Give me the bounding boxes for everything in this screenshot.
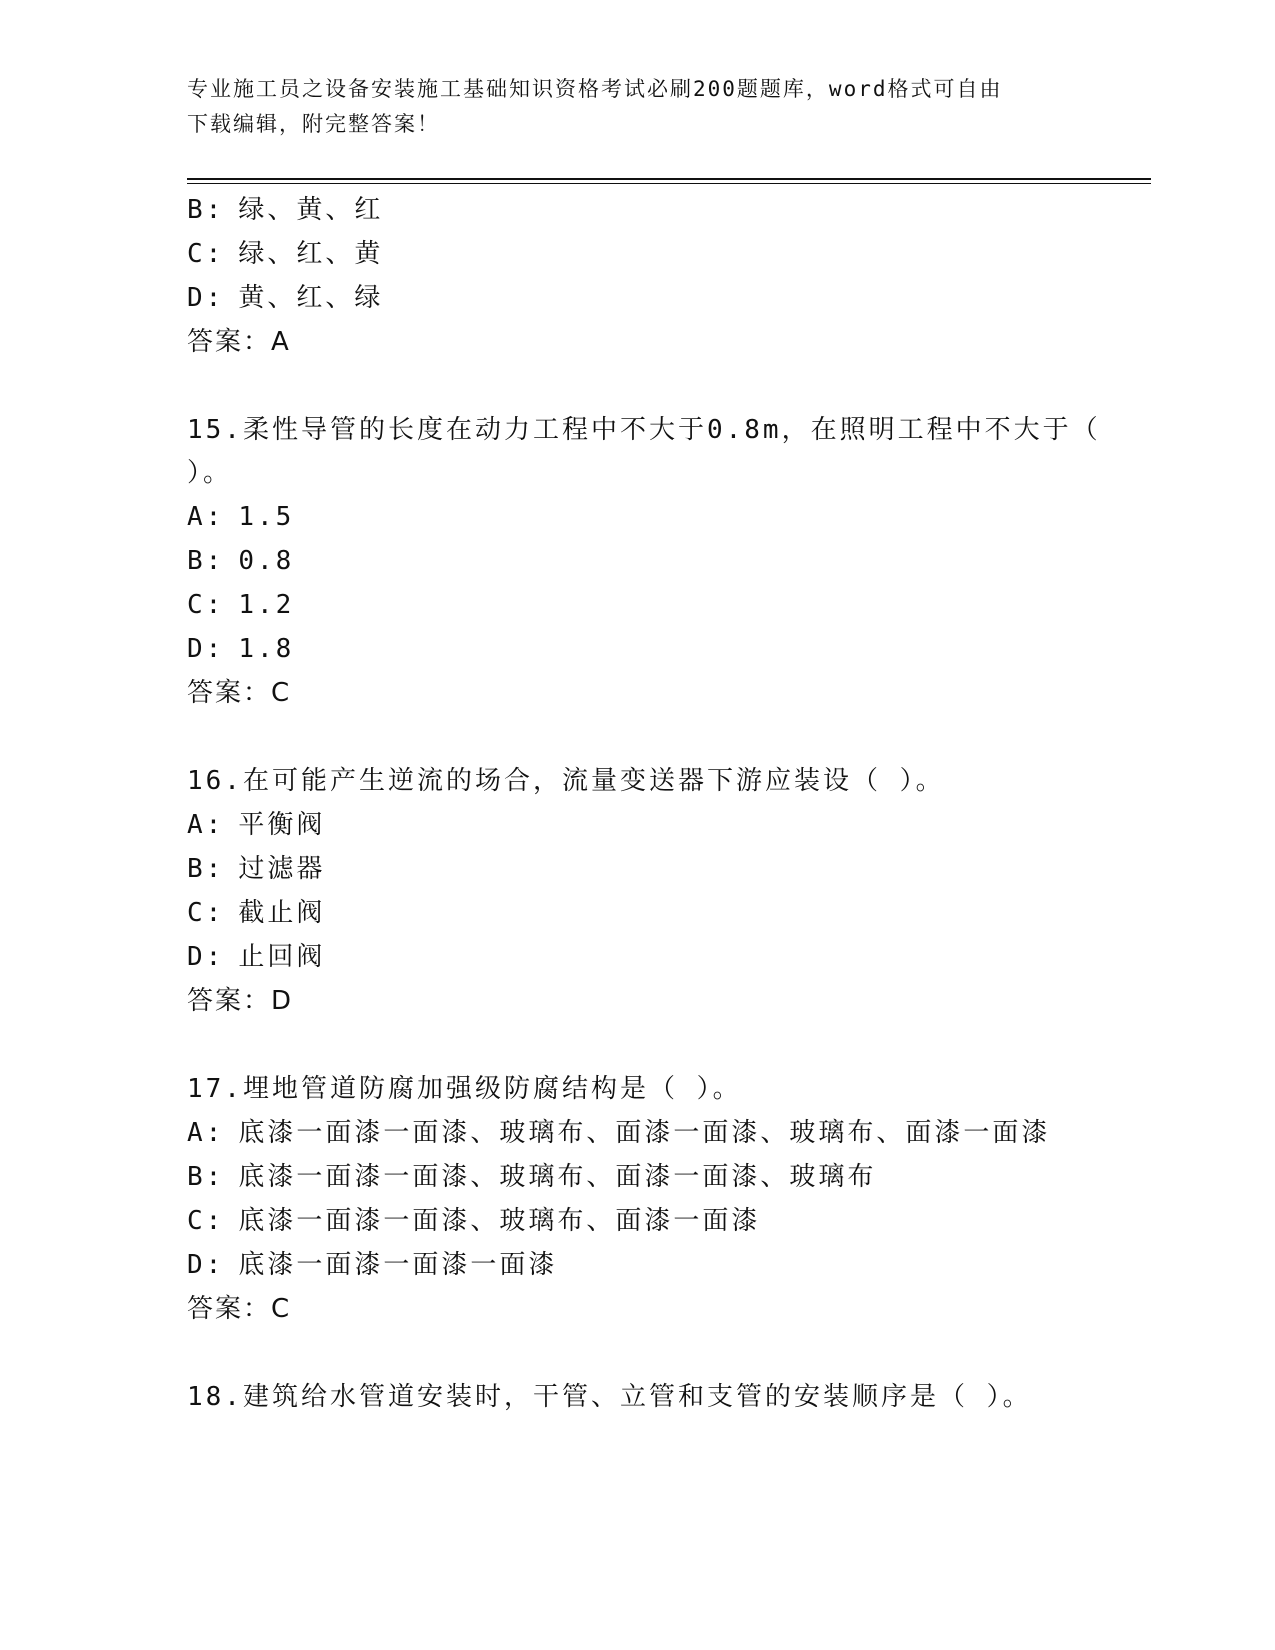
- option-b: B: 底漆一面漆一面漆、玻璃布、面漆一面漆、玻璃布: [187, 1162, 877, 1192]
- option-c: C: 绿、红、黄: [187, 239, 384, 269]
- option-c: C: 1.2: [187, 590, 295, 620]
- answer-line: 答案：A: [187, 327, 291, 357]
- header-line-2: 下载编辑，附完整答案！: [187, 112, 440, 136]
- option-b: B: 0.8: [187, 546, 295, 576]
- answer-line: 答案：C: [187, 678, 292, 708]
- option-b: B: 绿、黄、红: [187, 195, 384, 225]
- option-d: D: 止回阀: [187, 942, 326, 972]
- option-c: C: 截止阀: [187, 898, 326, 928]
- option-d: D: 黄、红、绿: [187, 283, 384, 313]
- question-stem: 17.埋地管道防腐加强级防腐结构是（ ）。: [187, 1074, 742, 1104]
- option-a: A: 1.5: [187, 502, 295, 532]
- question-stem: 16.在可能产生逆流的场合，流量变送器下游应装设（ ）。: [187, 766, 945, 796]
- option-b: B: 过滤器: [187, 854, 326, 884]
- option-d: D: 底漆一面漆一面漆一面漆: [187, 1250, 558, 1280]
- question-stem: 18.建筑给水管道安装时，干管、立管和支管的安装顺序是（ ）。: [187, 1382, 1032, 1412]
- header-line-1: 专业施工员之设备安装施工基础知识资格考试必刷200题题库，word格式可自由: [187, 77, 1003, 101]
- question-stem: 15.柔性导管的长度在动力工程中不大于0.8m，在照明工程中不大于（: [187, 415, 1101, 445]
- option-c: C: 底漆一面漆一面漆、玻璃布、面漆一面漆: [187, 1206, 761, 1236]
- document-header: [187, 72, 1067, 142]
- answer-line: 答案：D: [187, 986, 294, 1016]
- question-stem-continued: ）。: [187, 458, 233, 488]
- header-divider-thin: [187, 183, 1151, 184]
- option-a: A: 底漆一面漆一面漆、玻璃布、面漆一面漆、玻璃布、面漆一面漆: [187, 1118, 1051, 1148]
- answer-line: 答案：C: [187, 1294, 292, 1324]
- option-a: A: 平衡阀: [187, 810, 326, 840]
- header-divider-thick: [187, 178, 1151, 180]
- option-d: D: 1.8: [187, 634, 295, 664]
